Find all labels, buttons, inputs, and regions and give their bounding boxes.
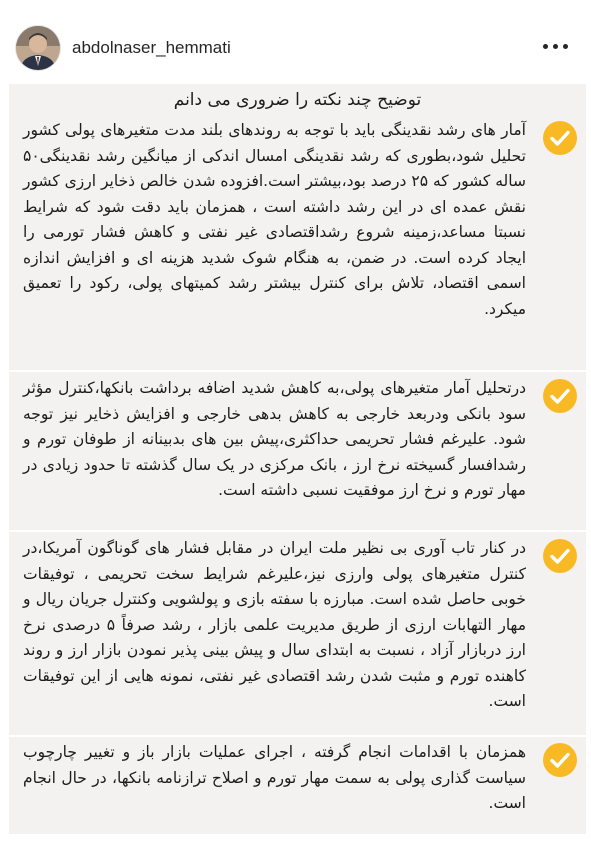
post-header xyxy=(0,0,591,84)
check-circle-icon xyxy=(542,378,578,414)
item-text: درتحلیل آمار متغیرهای پولی،به کاهش شدید اضافه برداشت بانکها،کنترل مؤثر سود بانکی ودربعد خارجی به کاهش بدهی خارجی و افزایش ذخایر نیز توجه شود. علیرغم فشار تحریمی حداکثری،پیش بین های بدبینانه از طوفان تورم و رشدافسار گسیخته نرخ ارز ، بانک مرکزی در یک سال گذشته تا حدود زیادی در مهار تورم و نرخ ارز موفقیت نسبی داشته است. xyxy=(23,379,526,499)
divider xyxy=(9,735,586,737)
list-item xyxy=(23,536,578,715)
divider xyxy=(9,370,586,372)
item-text: در کنار تاب آوری بی نظیر ملت ایران در مقابل فشار های گوناگون آمریکا،در کنترل متغیرهای پولی وارزی نیز،علیرغم شرایط سخت تحریمی ، توفیقات خوبی حاصل شده است. مبارزه با سفته بازی و پولشویی وکنترل جریان ریال و مهار التهابات ارزی از طریق مدیریت علمی بازار ، رشد صرفاً ۵ درصدی نرخ ارز دربازار آزاد ، نسبت به ابتدای سال و پیش بینی پذیر نمودن بازار ارز و روند کاهنده تورم و مثبت شدن رشد اقتصادی غیر نفتی، نمونه هایی از این توفیقات است. xyxy=(23,539,526,710)
check-circle-icon xyxy=(542,538,578,574)
username[interactable]: abdolnaser_hemmati xyxy=(72,38,231,57)
divider xyxy=(9,530,586,532)
list-item xyxy=(23,118,578,322)
more-options-icon[interactable] xyxy=(543,44,569,50)
post-heading: توضیح چند نکته را ضروری می دانم xyxy=(173,90,422,110)
check-circle-icon xyxy=(542,742,578,778)
post-image-content xyxy=(9,84,586,834)
check-circle-icon xyxy=(542,120,578,156)
item-text: آمار های رشد نقدینگی باید با توجه به روندهای بلند مدت متغیرهای پولی کشور تحلیل شود،بطوری که رشد نقدینگی امسال اندکی از میانگین رشد نقدینگی۵۰ ساله کشور که ۲۵ درصد بود،بیشتر است.افزوده شدن خالص ذخایر ارزی کشور نقش عمده ای در این رشد داشته است ، همزمان باید دقت شود که شرایط نسبتا مساعد،زمینه شروع رشداقتصادی غیر نفتی و کاهش فشار تورمی را ایجاد کرده است. در ضمن، به هنگام شوک شدید هزینه ای و افزایش اندازه اسمی اقتصاد، تلاش برای کنترل بیشتر رشد کمیتهای پولی، رکود را تعمیق میکرد. xyxy=(23,121,526,318)
list-item xyxy=(23,376,578,504)
item-text: همزمان با اقدامات انجام گرفته ، اجرای عملیات بازار باز و تغییر چارچوب سیاست گذاری پولی به سمت مهار تورم و اصلاح ترازنامه بانکها، در حال انجام است. xyxy=(23,743,526,812)
avatar[interactable] xyxy=(16,26,60,70)
avatar-portrait xyxy=(16,26,60,70)
list-item xyxy=(23,740,578,817)
